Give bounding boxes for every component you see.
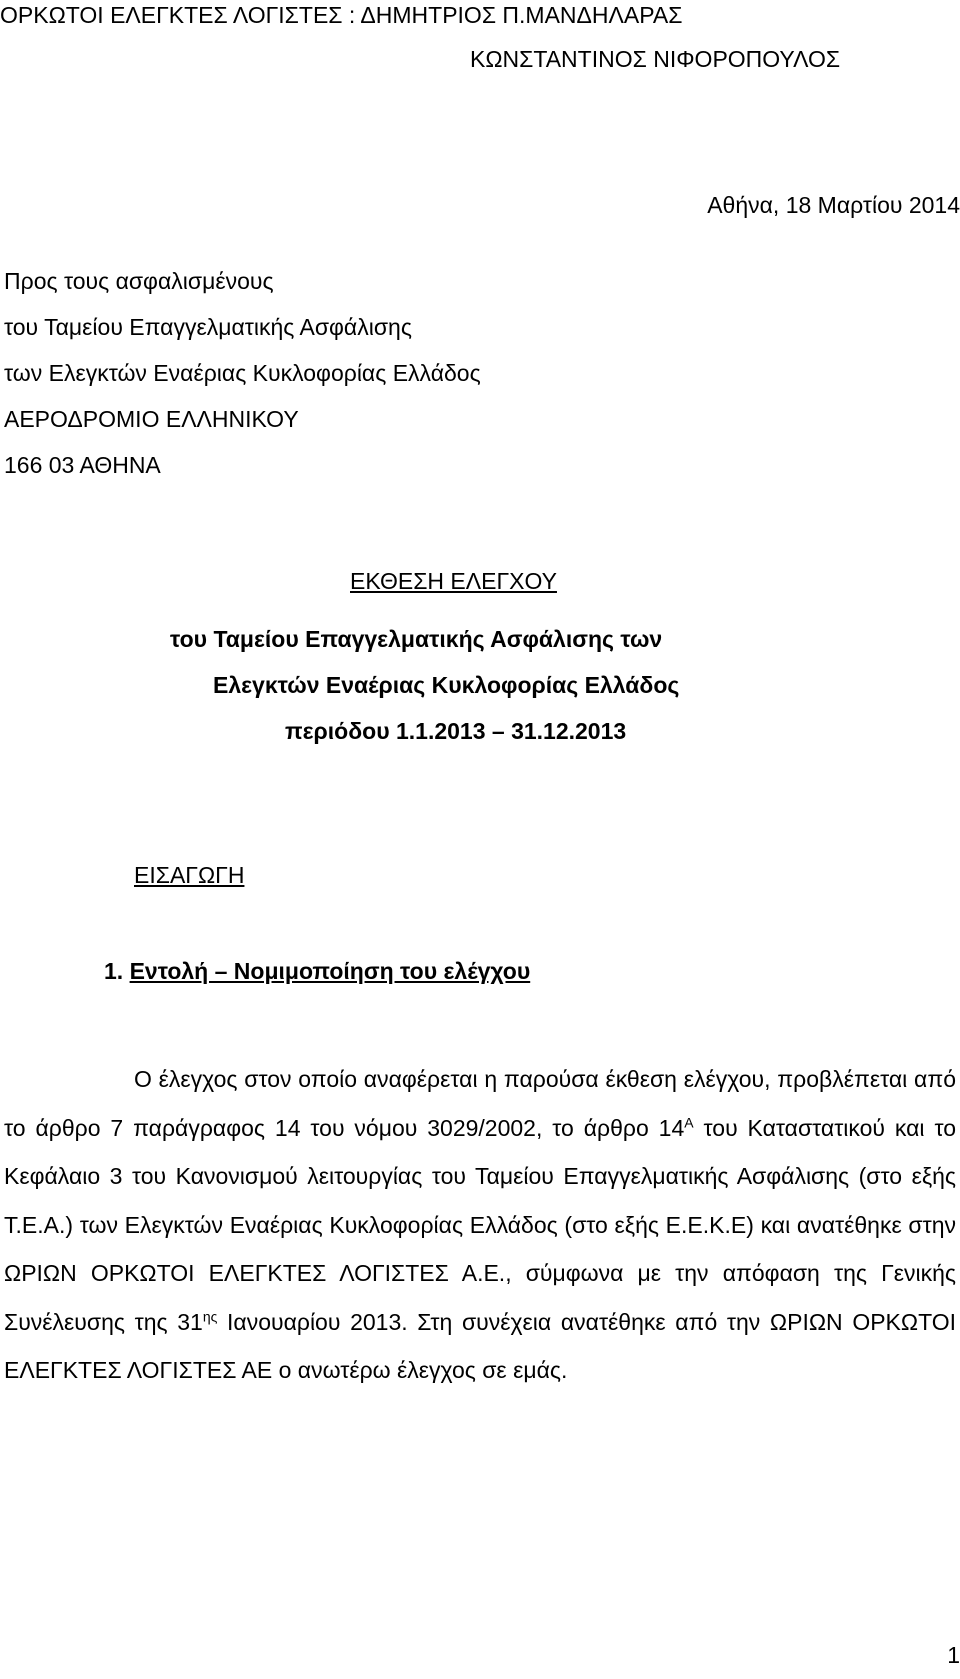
recipient-line: του Ταμείου Επαγγελματικής Ασφάλισης (4, 314, 412, 340)
report-subtitle-3: περιόδου 1.1.2013 – 31.12.2013 (285, 718, 627, 744)
report-subtitle-2: Ελεγκτών Εναέριας Κυκλοφορίας Ελλάδος (213, 672, 680, 698)
page-number: 1 (947, 1642, 960, 1668)
section-title: Εντολή – Νομιμοποίηση του ελέγχου (129, 958, 531, 984)
paragraph-text: Ιανουαρίου 2013. Στη συνέχεια ανατέθηκε από την ΩΡΙΩΝ ΟΡΚΩΤΟΙ ΕΛΕΓΚΤΕΣ ΛΟΓΙΣΤΕΣ ΑΕ ο ανωτέρω έλεγχος σε εμάς. (4, 1308, 956, 1383)
body-paragraph (4, 1055, 956, 1395)
superscript: ης (202, 1307, 218, 1324)
paragraph-text: του Καταστατικού και το Κεφάλαιο 3 του Κανονισμού λειτουργίας του Ταμείου Επαγγελματικής Ασφάλισης (στο εξής Τ.Ε.Α.) των Ελεγκτών Εναέριας Κυκλοφορίας Ελλάδος (στο εξής Ε.Ε.Κ.Ε) και ανατέθηκε στην ΩΡΙΩΝ ΟΡΚΩΤΟΙ ΕΛΕΓΚΤΕΣ ΛΟΓΙΣΤΕΣ Α.Ε., σύμφωνα με την απόφαση της Γενικής Συνέλευσης της 31 (4, 1114, 956, 1335)
recipient-line: των Ελεγκτών Εναέριας Κυκλοφορίας Ελλάδος (4, 360, 481, 386)
section-number: 1. (104, 958, 124, 984)
header-line-2: ΚΩΝΣΤΑΝΤΙΝΟΣ ΝΙΦΟΡΟΠΟΥΛΟΣ (470, 46, 841, 72)
superscript: Α (684, 1113, 694, 1130)
report-title: ΕΚΘΕΣΗ ΕΛΕΓΧΟΥ (350, 568, 557, 594)
recipient-line: 166 03 ΑΘΗΝΑ (4, 452, 161, 478)
document-date: Αθήνα, 18 Μαρτίου 2014 (707, 192, 960, 218)
report-subtitle-1: του Ταμείου Επαγγελματικής Ασφάλισης των (170, 626, 663, 652)
recipient-address (4, 258, 481, 488)
recipient-line: ΑΕΡΟΔΡΟΜΙΟ ΕΛΛΗΝΙΚΟΥ (4, 406, 299, 432)
recipient-line: Προς τους ασφαλισμένους (4, 268, 274, 294)
header-line-1: ΟΡΚΩΤΟΙ ΕΛΕΓΚΤΕΣ ΛΟΓΙΣΤΕΣ : ΔΗΜΗΤΡΙΟΣ Π.ΜΑΝΔΗΛΑΡΑΣ (0, 2, 683, 28)
section-heading (104, 958, 530, 985)
paragraph-text: Ο έλεγχος στον οποίο αναφέρεται η παρούσα έκθεση ελέγχου, προβλέπεται από το άρθρο 7 παράγραφος 14 του νόμου 3029/2002, το άρθρο 14 (4, 1066, 956, 1141)
intro-heading: ΕΙΣΑΓΩΓΗ (134, 862, 245, 888)
